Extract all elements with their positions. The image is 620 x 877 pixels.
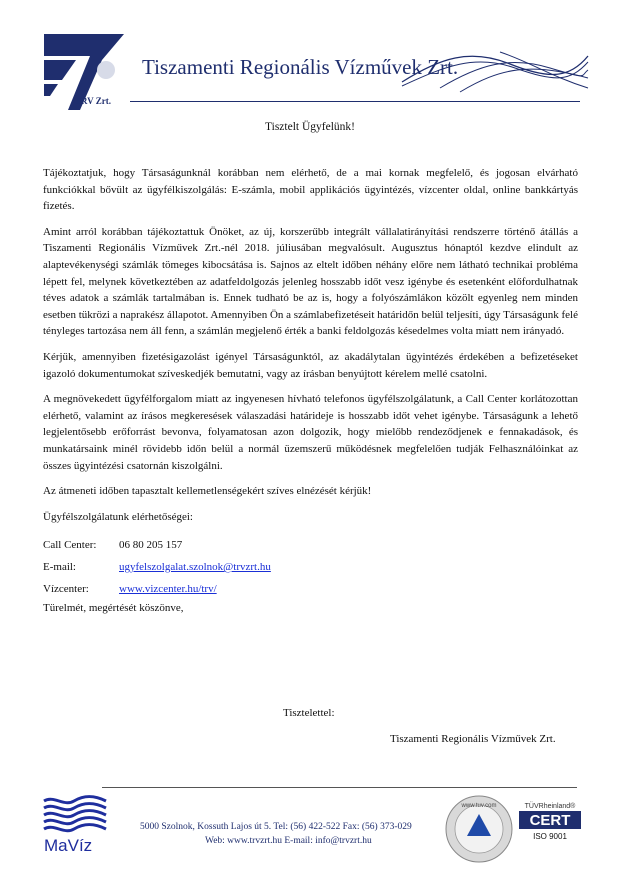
- footer-divider: [102, 787, 577, 788]
- tuv-seal-icon: [444, 794, 514, 864]
- email-link[interactable]: ugyfelszolgalat.szolnok@trvzrt.hu: [119, 560, 271, 573]
- cert-brand: TÜVRheinland®: [524, 803, 576, 810]
- maviz-logo-text: MaVíz: [44, 836, 93, 855]
- vizcenter-link[interactable]: www.vizcenter.hu/trv/: [119, 582, 217, 595]
- letter-body: [43, 165, 578, 626]
- contact-label: E-mail:: [43, 560, 76, 573]
- paragraph-5: Az átmeneti időben tapasztalt kellemetlenségekért szíves elnézését kérjük!: [43, 485, 372, 498]
- tuv-cert-badge: [517, 800, 583, 842]
- greeting: Tisztelt Ügyfelünk!: [265, 121, 355, 133]
- logo-caption: TRV Zrt.: [75, 96, 112, 106]
- cert-label: CERT: [529, 812, 571, 829]
- maviz-logo-icon: [40, 793, 110, 855]
- contacts-heading: Ügyfélszolgálatunk elérhetőségei:: [43, 510, 193, 523]
- contact-label: Call Center:: [43, 538, 97, 551]
- letterhead: [0, 0, 620, 120]
- footer-address: 5000 Szolnok, Kossuth Lajos út 5. Tel: (56) 422-522 Fax: (56) 373-029: [140, 822, 412, 832]
- wave-decoration-icon: [400, 38, 590, 98]
- cert-standard: ISO 9001: [533, 832, 567, 841]
- contact-row-email: [43, 556, 578, 578]
- contact-row-vizcenter: [43, 578, 578, 600]
- paragraph-4: A megnövekedett ügyfélforgalom miatt az ingyenesen hívható telefonos ügyfélszolgálatunk, a Call Center korlátozottan elérhető, valamint az írásos megkeresések válaszadási határideje is hosszabb időt vehet igénybe. Társaságunk a lehető legjelentősebb erőforrást bevonva, folyamatosan azon dolgozik, hogy mielőbb rendeződjenek e fennakadások, és munkatársaink minél rövidebb időn belül a normál üzemszerű működésnek megfelelően tudják Felhasználóinkat az összes ügyintézési csatornán kiszolgálni.: [43, 393, 578, 472]
- contacts-list: [43, 534, 578, 600]
- paragraph-3: Kérjük, amennyiben fizetésigazolást igényel Társaságunktól, az akadálytalan ügyintézés érdekében a befizetéseket igazoló dokumentumokat szíveskedjék bemutatni, vagy az írásban benyújtott kérelem mellé csatolni.: [43, 350, 578, 380]
- signoff: Tisztelettel:: [283, 707, 335, 719]
- paragraph-2: Amint arról korábban tájékoztattuk Önöket, az új, korszerűbb integrált vállalatirányítási rendszerre történő átállás a Tiszamenti Regionális Vízművek Zrt.-nél 2018. júliusában megvalósult. Augusztus hónaptól kezdve elindult az alaptevékenységi számlák tömeges kibocsátása is. Sajnos az eltelt időben néhány előre nem látható technikai probléma lépett fel, melynek következtében az adatfeldolgozás jelenleg hosszabb időt vesz igénybe és esetenként előfordulhatnak téves adatok a számlák tartalmában is. Ennek tudható be az is, hogy a folyószámlákon közölt egyenleg nem minden esetben tükrözi a naprakész állapotot. Amennyiben Ön a számlabefizetéseit határidőn belül teljesíti, úgy Társaságunk felé tényleges tartozása nem áll fenn, a számlán megjelenő érték a banki feldolgozás késedelmes volta miatt nem irányadó.: [43, 225, 578, 338]
- footer-contact: Web: www.trvzrt.hu E-mail: info@trvzrt.hu: [205, 836, 372, 846]
- seal-text: www.tuv.com: [461, 803, 497, 809]
- signer-name: Tiszamenti Regionális Vízművek Zrt.: [390, 733, 556, 745]
- contact-label: Vízcenter:: [43, 582, 89, 595]
- header-divider: [130, 101, 580, 102]
- contact-row-call-center: [43, 534, 578, 556]
- closing-line: Türelmét, megértését köszönve,: [43, 602, 184, 615]
- paragraph-1: Tájékoztatjuk, hogy Társaságunknál korábban nem elérhető, de a mai kornak megfelelő, és jogosan elvárható funkciókkal bővült az ügyfélkiszolgálás: E-számla, mobil applikációs ügyintézés, vízcenter oldal, online bankkártyás fizetés.: [43, 167, 578, 213]
- company-title: Tiszamenti Regionális Vízművek Zrt.: [142, 55, 459, 79]
- contact-phone: 06 80 205 157: [119, 538, 183, 551]
